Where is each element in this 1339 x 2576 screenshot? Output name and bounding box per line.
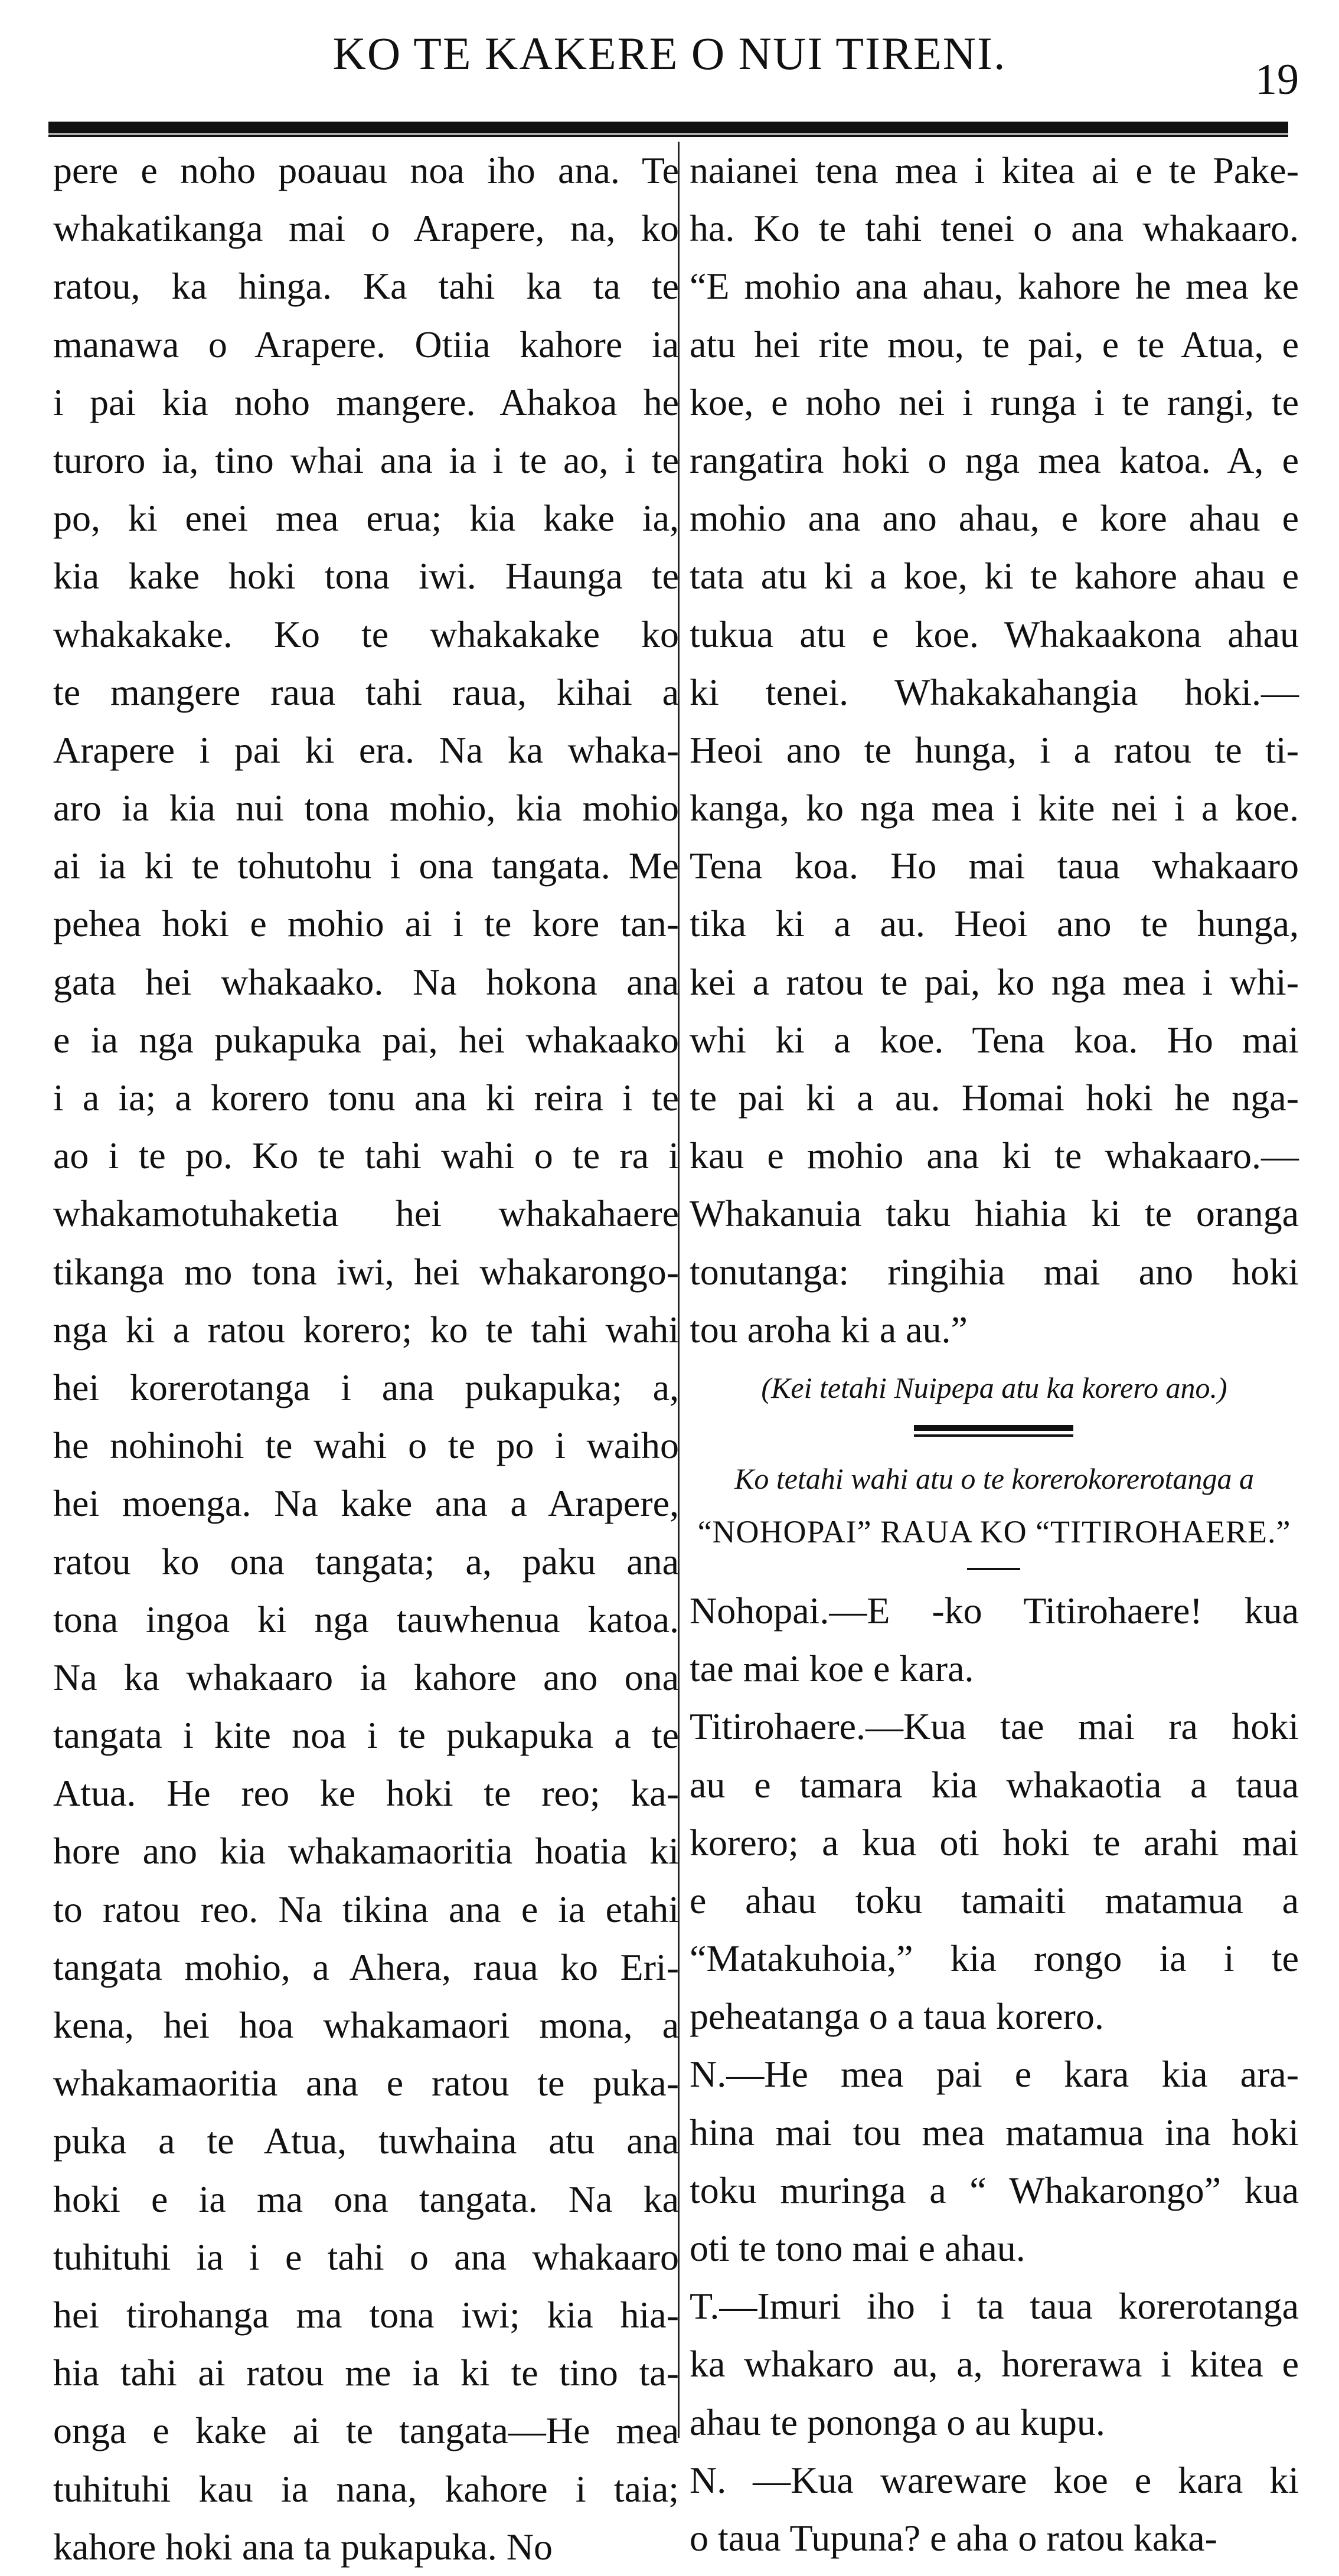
text-line: T.—Imuri iho i ta taua korerotanga [690,2285,1299,2327]
text-line: e ahau toku tamaiti matamua a [690,1879,1299,1921]
text-line: te pai ki a au. Homai hoki he nga- [690,1077,1299,1119]
text-line: pehea hoki e mohio ai i te kore tan- [53,903,679,945]
text-line: N. —Kua wareware koe e kara ki [690,2459,1299,2501]
text-line: tukua atu e koe. Whakaakona ahau [690,613,1299,655]
text-line: N.—He mea pai e kara kia ara- [690,2053,1299,2096]
text-line: tika ki a au. Heoi ano te hunga, [690,903,1299,945]
text-line: whakakake. Ko te whakakake ko [53,613,679,655]
text-line: tae mai koe e kara. [690,1647,974,1690]
text-line: ha. Ko te tahi tenei o ana whakaaro. [690,207,1299,250]
text-line: tou aroha ki a au.” [690,1308,968,1351]
section-names: “NOHOPAI” RAUA KO “TITIROHAERE.” [697,1513,1291,1549]
header-rule [48,122,1288,133]
dialogue-rule [690,1558,1299,1582]
text-line: rangatira hoki o nga mea katoa. A, e [690,439,1299,481]
text-line: hore ano kia whakamaoritia hoatia ki [53,1830,679,1872]
text-line: whakatikanga mai o Arapere, na, ko [53,207,679,250]
text-line: i pai kia noho mangere. Ahakoa he [53,381,679,423]
text-line: kahore hoki ana ta pukapuka. No [53,2525,553,2568]
section-rule-thin [914,1434,1073,1437]
right-column [690,142,1299,2567]
text-line: po, ki enei mea erua; kia kake ia, [53,497,679,540]
text-line: Arapere i pai ki era. Na ka whaka- [53,728,679,771]
text-line: hina mai tou mea matamua ina hoki [690,2111,1299,2153]
text-line: o taua Tupuna? e aha o ratou kaka- [690,2516,1217,2559]
text-line: peheatanga o a taua korero. [690,1995,1104,2038]
text-line: tuhituhi ia i e tahi o ana whakaaro [53,2235,679,2278]
text-line: kia kake hoki tona iwi. Haunga te [53,555,679,597]
dialogue-text [690,1582,1299,2567]
text-line: Atua. He reo ke hoki te reo; ka- [53,1772,679,1815]
text-line: “E mohio ana ahau, kahore he mea ke [690,265,1299,308]
text-line: Nohopai.—E -ko Titirohaere! kua [690,1589,1299,1632]
text-line: Na ka whakaaro ia kahore ano ona [53,1656,679,1698]
section-rule-thick [914,1425,1073,1431]
text-line: Whakanuia taku hiahia ki te oranga [690,1192,1299,1235]
text-line: kau e mohio ana ki te whakaaro.— [690,1135,1299,1177]
text-line: manawa o Arapere. Otiia kahore ia [53,323,679,365]
text-line: ao i te po. Ko te tahi wahi o te ra i [53,1135,679,1177]
text-line: koe, e noho nei i runga i te rangi, te [690,381,1299,423]
text-line: tikanga mo tona iwi, hei whakarongo- [53,1250,679,1293]
text-line: kena, hei hoa whakamaori mona, a [53,2004,679,2046]
section-rule [690,1417,1299,1452]
text-line: ai ia ki te tohutohu i ona tangata. Me [53,845,679,887]
text-line: ka whakaro au, a, horerawa i kitea e [690,2343,1299,2385]
text-line: te mangere raua tahi raua, kihai a [53,671,679,713]
text-line: pere e noho poauau noa iho ana. Te [53,149,679,191]
text-line: aro ia kia nui tona mohio, kia mohio [53,787,679,829]
text-line: tangata mohio, a Ahera, raua ko Eri- [53,1946,679,1988]
text-line: mohio ana ano ahau, e kore ahau e [690,497,1299,540]
text-line: hoki e ia ma ona tangata. Na ka [53,2178,679,2220]
text-line: Heoi ano te hunga, i a ratou te ti- [690,728,1299,771]
text-line: au e tamara kia whakaotia a taua [690,1763,1299,1806]
text-line: gata hei whakaako. Na hokona ana [53,960,679,1003]
text-line: onga e kake ai te tangata—He mea [53,2410,679,2452]
text-line: whi ki a koe. Tena koa. Ho mai [690,1018,1299,1061]
text-line: tata atu ki a koe, ki te kahore ahau e [690,555,1299,597]
text-line: Tena koa. Ho mai taua whakaaro [690,845,1299,887]
prayer-text [690,142,1299,1359]
text-line: i a ia; a korero tonu ana ki reira i te [53,1077,679,1119]
text-line: ratou, ka hinga. Ka tahi ka ta te [53,265,679,308]
text-line: atu hei rite mou, te pai, e te Atua, e [690,323,1299,365]
page-header [0,0,1339,118]
text-line: whakamotuhaketia hei whakahaere [53,1192,679,1235]
text-line: nga ki a ratou korero; ko te tahi wahi [53,1308,679,1351]
text-line: oti te tono mai e ahau. [690,2227,1026,2269]
text-line: “Matakuhoia,” kia rongo ia i te [690,1937,1299,1980]
text-line: tuhituhi kau ia nana, kahore i taia; [53,2467,679,2510]
text-line: kei a ratou te pai, ko nga mea i whi- [690,960,1299,1003]
left-column [53,142,679,2576]
page-number: 19 [1255,55,1299,104]
text-line: naianei tena mea i kitea ai e te Pake- [690,149,1299,191]
text-line: e ia nga pukapuka pai, hei whakaako [53,1018,679,1061]
text-line: hei moenga. Na kake ana a Arapere, [53,1482,679,1525]
text-line: ahau te pononga o au kupu. [690,2401,1105,2443]
text-line: turoro ia, tino whai ana ia i te ao, i te [53,439,679,481]
text-line: ratou ko ona tangata; a, paku ana [53,1540,679,1583]
continued-note: (Kei tetahi Nuipepa atu ka korero ano.) [761,1371,1227,1404]
text-line: tona ingoa ki nga tauwhenua katoa. [53,1598,679,1640]
text-line: tangata i kite noa i te pukapuka a te [53,1714,679,1757]
text-line: hia tahi ai ratou me ia ki te tino ta- [53,2352,679,2394]
text-line: to ratou reo. Na tikina ana e ia etahi [53,1888,679,1930]
running-title: KO TE KAKERE O NUI TIRENI. [332,28,1007,79]
text-line: toku muringa a “ Whakarongo” kua [690,2169,1299,2211]
text-line: Titirohaere.—Kua tae mai ra hoki [690,1705,1299,1748]
text-line: tonutanga: ringihia mai ano hoki [690,1250,1299,1293]
text-line: ki tenei. Whakakahangia hoki.— [690,671,1299,713]
text-line: kanga, ko nga mea i kite nei i a koe. [690,787,1299,829]
text-line: whakamaoritia ana e ratou te puka- [53,2062,679,2104]
text-line: hei tirohanga ma tona iwi; kia hia- [53,2293,679,2336]
text-line: korero; a kua oti hoki te arahi mai [690,1821,1299,1864]
text-line: he nohinohi te wahi o te po i waiho [53,1424,679,1467]
text-line: puka a te Atua, tuwhaina atu ana [53,2120,679,2162]
section-heading: Ko tetahi wahi atu o te korerokorerotanga a [734,1462,1254,1495]
text-line: hei korerotanga i ana pukapuka; a, [53,1366,679,1408]
